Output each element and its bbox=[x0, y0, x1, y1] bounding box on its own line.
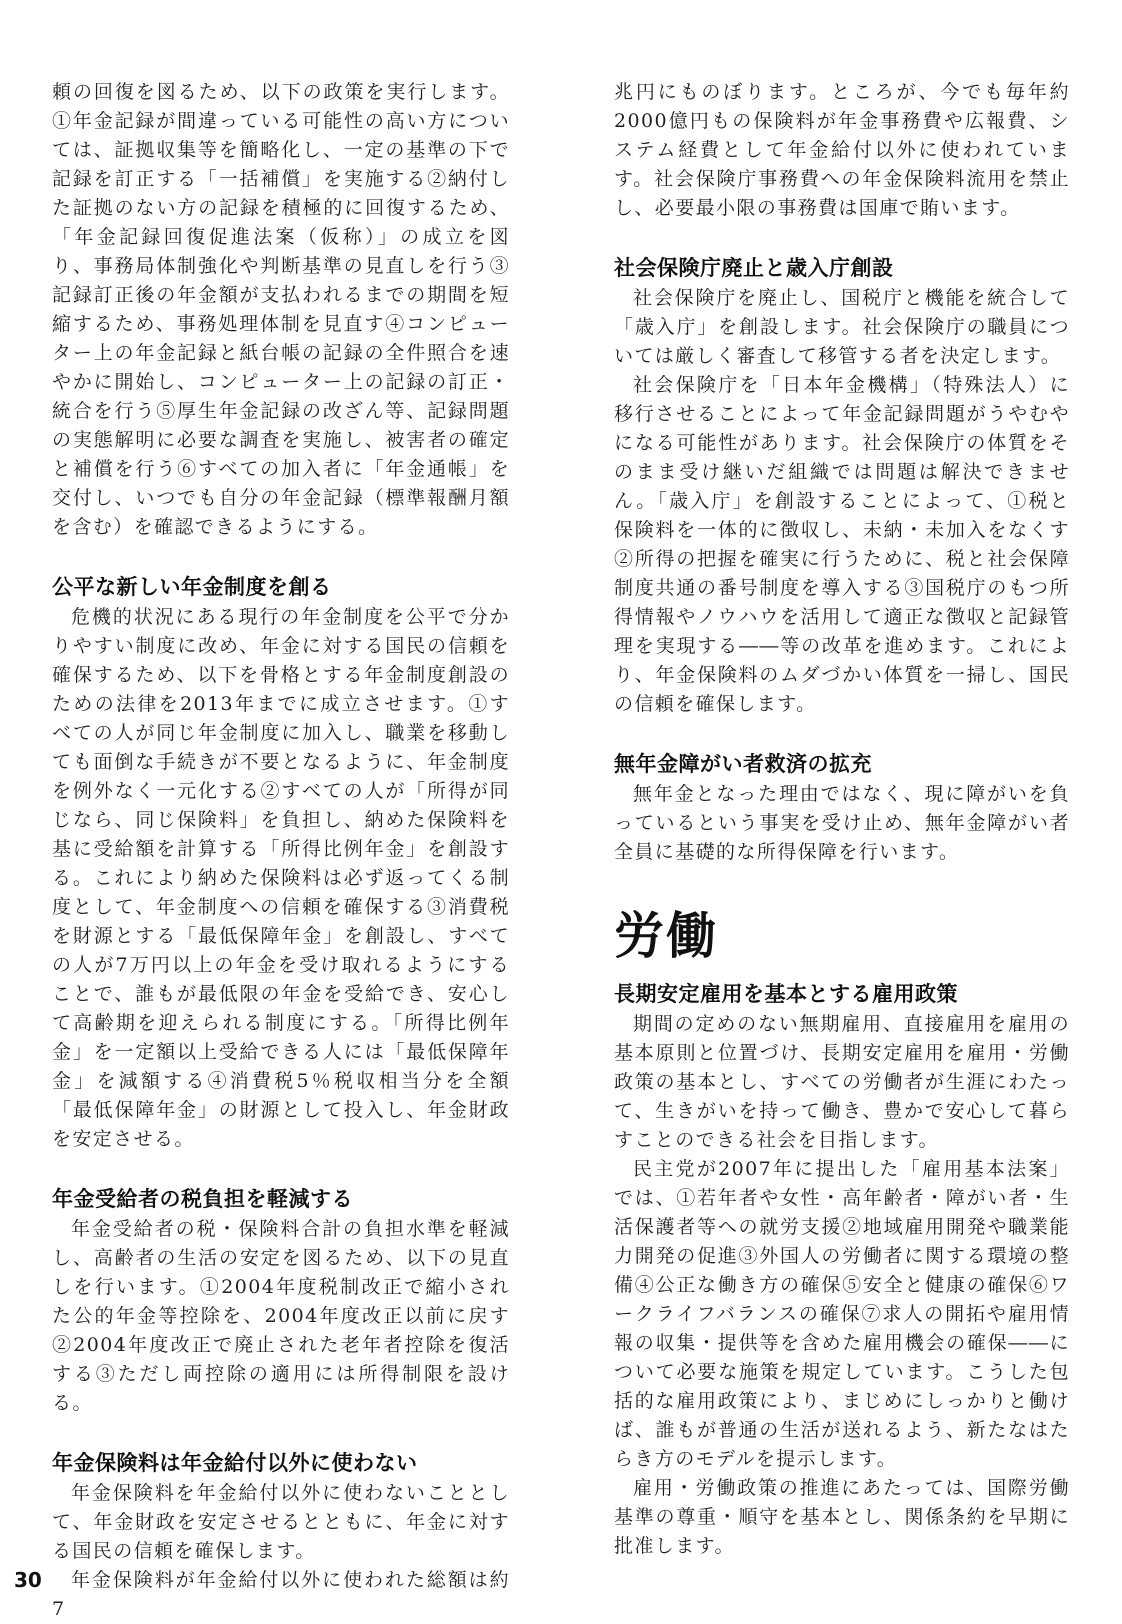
left-column bbox=[52, 78, 510, 1624]
right-column bbox=[614, 78, 1070, 1561]
section-heading-premium-use: 年金保険料は年金給付以外に使わない bbox=[52, 1451, 418, 1475]
paragraph: 年金保険料が年金給付以外に使われた総額は約7 bbox=[52, 1569, 510, 1620]
section-heading-tax-burden: 年金受給者の税負担を軽減する bbox=[52, 1187, 353, 1211]
paragraph: 社会保険庁を廃止し、国税庁と機能を統合して「歳入庁」を創設します。社会保険庁の職員については厳しく審査して移管する者を決定します。 bbox=[614, 287, 1070, 367]
intro-paragraph: 頼の回復を図るため、以下の政策を実行します。①年金記録が間違っている可能性の高い方については、証拠収集等を簡略化し、一定の基準の下で記録を訂正する「一括補償」を実施する②納付した証拠のない方の記録を積極的に回復するため、「年金記録回復促進法案（仮称）」の成立を図り、事務局体制強化や判断基準の見直しを行う③記録訂正後の年金額が支払われるまでの期間を短縮するため、事務処理体制を見直す④コンピューター上の年金記録と紙台帳の記録の全件照合を速やかに開始し、コンピューター上の記録の訂正・統合を行う⑤厚生年金記録の改ざん等、記録問題の実態解明に必要な調査を実施し、被害者の確定と補償を行う⑥すべての加入者に「年金通帳」を交付し、いつでも自分の年金記録（標準報酬月額を含む）を確認できるようにする。 bbox=[52, 81, 510, 538]
section-heading-disability-relief: 無年金障がい者救済の拡充 bbox=[614, 752, 872, 776]
section-heading-revenue-agency: 社会保険庁廃止と歳入庁創設 bbox=[614, 256, 894, 280]
page-number: 30 bbox=[14, 1568, 42, 1592]
chapter-heading-labor: 労働 bbox=[614, 907, 718, 965]
paragraph: 危機的状況にある現行の年金制度を公平で分かりやすい制度に改め、年金に対する国民の信頼を確保するため、以下を骨格とする年金制度創設のための法律を2013年までに成立させます。①すべての人が同じ年金制度に加入し、職業を移動しても面倒な手続きが不要となるように、年金制度を例外なく一元化する②すべての人が「所得が同じなら、同じ保険料」を負担し、納めた保険料を基に受給額を計算する「所得比例年金」を創設する。これにより納めた保険料は必ず返ってくる制度として、年金制度への信頼を確保する③消費税を財源とする「最低保障年金」を創設し、すべての人が7万円以上の年金を受け取れるようにすることで、誰もが最低限の年金を受給でき、安心して高齢期を迎えられる制度にする。「所得比例年金」を一定額以上受給できる人には「最低保障年金」を減額する④消費税5％税収相当分を全額「最低保障年金」の財源として投入し、年金財政を安定させる。 bbox=[52, 606, 510, 1150]
paragraph: 期間の定めのない無期雇用、直接雇用を雇用の基本原則と位置づけ、長期安定雇用を雇用・労働政策の基本とし、すべての労働者が生涯にわたって、生きがいを持って働き、豊かで安心して暮らすことのできる社会を目指します。 bbox=[614, 1013, 1070, 1151]
paragraph: 年金保険料を年金給付以外に使わないこととして、年金財政を安定させるとともに、年金に対する国民の信頼を確保します。 bbox=[52, 1482, 510, 1562]
paragraph: 社会保険庁を「日本年金機構」（特殊法人）に移行させることによって年金記録問題がうやむやになる可能性があります。社会保険庁の体質をそのまま受け継いだ組織では問題は解決できません。「歳入庁」を創設することによって、①税と保険料を一体的に徴収し、未納・未加入をなくす②所得の把握を確実に行うために、税と社会保障制度共通の番号制度を導入する③国税庁のもつ所得情報やノウハウを活用して適正な徴収と記録管理を実現する――等の改革を進めます。これにより、年金保険料のムダづかい体質を一掃し、国民の信頼を確保します。 bbox=[614, 374, 1070, 715]
continued-paragraph: 兆円にものぼります。ところが、今でも毎年約2000億円もの保険料が年金事務費や広報費、システム経費として年金給付以外に使われています。社会保険庁事務費への年金保険料流用を禁止し、必要最小限の事務費は国庫で賄います。 bbox=[614, 81, 1070, 219]
paragraph: 雇用・労働政策の推進にあたっては、国際労働基準の尊重・順守を基本とし、関係条約を早期に批准します。 bbox=[614, 1477, 1070, 1557]
paragraph: 無年金となった理由ではなく、現に障がいを負っているという事実を受け止め、無年金障がい者全員に基礎的な所得保障を行います。 bbox=[614, 783, 1070, 863]
paragraph: 年金受給者の税・保険料合計の負担水準を軽減し、高齢者の生活の安定を図るため、以下の見直しを行います。①2004年度税制改正で縮小された公的年金等控除を、2004年度改正以前に戻す②2004年度改正で廃止された老年者控除を復活する③ただし両控除の適用には所得制限を設ける。 bbox=[52, 1218, 510, 1414]
section-heading-employment-policy: 長期安定雇用を基本とする雇用政策 bbox=[614, 982, 958, 1006]
paragraph: 民主党が2007年に提出した「雇用基本法案」では、①若年者や女性・高年齢者・障がい者・生活保護者等への就労支援②地域雇用開発や職業能力開発の促進③外国人の労働者に関する環境の整備④公正な働き方の確保⑤安全と健康の確保⑥ワークライフバランスの確保⑦求人の開拓や雇用情報の収集・提供等を含めた雇用機会の確保――について必要な施策を規定しています。こうした包括的な雇用政策により、まじめにしっかりと働けば、誰もが普通の生活が送れるよう、新たなはたらき方のモデルを提示します。 bbox=[614, 1158, 1070, 1470]
section-heading-fair-pension: 公平な新しい年金制度を創る bbox=[52, 575, 332, 599]
